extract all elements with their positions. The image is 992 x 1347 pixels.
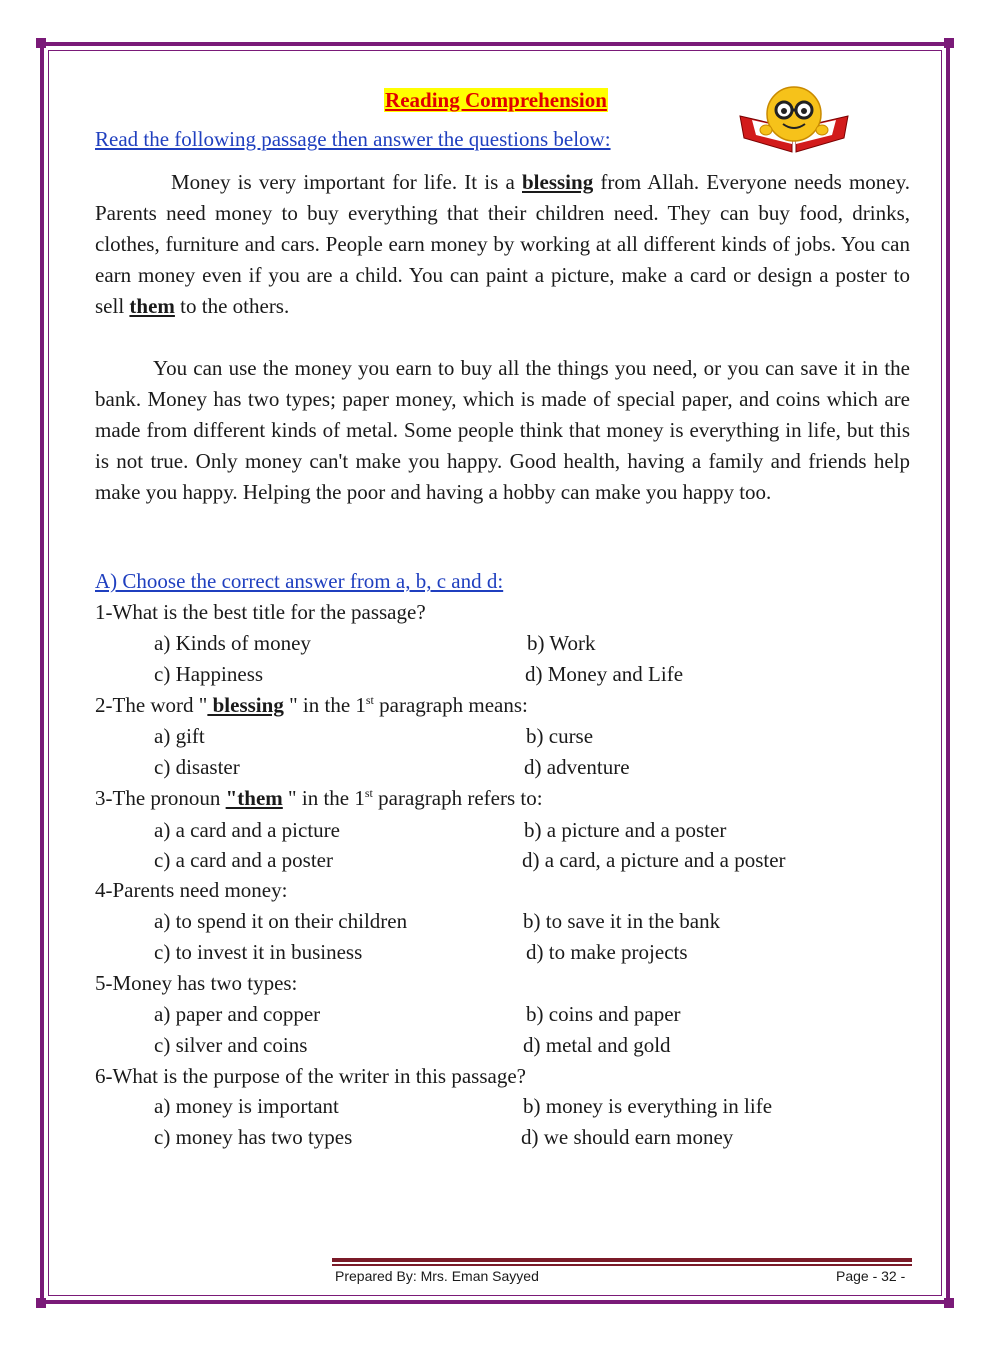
question-1: 1-What is the best title for the passage? bbox=[95, 600, 426, 624]
question-text: " in the 1 bbox=[282, 786, 365, 810]
ordinal-suffix: st bbox=[364, 786, 373, 800]
option-4d[interactable]: d) to make projects bbox=[526, 940, 688, 964]
page-title-text: Reading Comprehension bbox=[385, 88, 607, 112]
keyword-blessing: blessing bbox=[207, 693, 284, 717]
question-text: " in the 1 bbox=[283, 693, 366, 717]
option-3c[interactable]: c) a card and a poster bbox=[154, 848, 333, 872]
option-3b[interactable]: b) a picture and a poster bbox=[524, 818, 727, 842]
option-4b[interactable]: b) to save it in the bank bbox=[523, 909, 721, 933]
option-2b[interactable]: b) curse bbox=[526, 724, 594, 748]
option-3a[interactable]: a) a card and a picture bbox=[154, 818, 340, 842]
footer-divider bbox=[332, 1258, 912, 1262]
option-5c[interactable]: c) silver and coins bbox=[154, 1033, 308, 1057]
option-5a[interactable]: a) paper and copper bbox=[154, 1002, 321, 1026]
footer-page-number: Page - 32 - bbox=[836, 1268, 906, 1284]
border-corner bbox=[944, 1298, 954, 1308]
question-text: paragraph refers to: bbox=[372, 786, 543, 810]
option-1c[interactable]: c) Happiness bbox=[154, 662, 264, 686]
question-text: paragraph means: bbox=[373, 693, 528, 717]
question-5: 5-Money has two types: bbox=[95, 971, 298, 995]
passage-text: to the others. bbox=[174, 294, 290, 318]
footer-divider bbox=[332, 1264, 912, 1266]
option-6d[interactable]: d) we should earn money bbox=[521, 1125, 734, 1149]
instruction-text: Read the following passage then answer the questions below: bbox=[95, 127, 611, 151]
border-corner bbox=[36, 1298, 46, 1308]
option-2a[interactable]: a) gift bbox=[154, 724, 205, 748]
option-1a[interactable]: a) Kinds of money bbox=[154, 631, 311, 655]
passage-text: Money is very important for life. It is a bbox=[171, 170, 522, 194]
option-6b[interactable]: b) money is everything in life bbox=[523, 1094, 773, 1118]
question-text: 2-The word " bbox=[95, 693, 208, 717]
question-4: 4-Parents need money: bbox=[95, 878, 288, 902]
passage-paragraph-1 bbox=[95, 167, 910, 322]
section-a-heading: A) Choose the correct answer from a, b, c and d: bbox=[95, 569, 504, 593]
question-2 bbox=[95, 693, 528, 718]
passage-paragraph-2: You can use the money you earn to buy all the things you need, or you can save it in the bank. Money has two types; paper money, which is made of special paper, and coins which are made from different kinds of metal. Some people think that money is everything in life, but this is not true. Only money can't make you happy. Good health, having a family and friends help make you happy. Helping the poor and having a hobby can make you happy too. bbox=[95, 356, 910, 504]
border-corner bbox=[36, 38, 46, 48]
footer-prepared-by: Prepared By: Mrs. Eman Sayyed bbox=[335, 1268, 539, 1284]
option-5d[interactable]: d) metal and gold bbox=[523, 1033, 671, 1057]
option-3d[interactable]: d) a card, a picture and a poster bbox=[522, 848, 786, 872]
option-1d[interactable]: d) Money and Life bbox=[525, 662, 684, 686]
question-text: 3-The pronoun bbox=[95, 786, 226, 810]
smiley-reading-book-icon bbox=[736, 86, 854, 156]
keyword-them: them bbox=[129, 294, 175, 318]
ordinal-suffix: st bbox=[365, 693, 374, 707]
option-1b[interactable]: b) Work bbox=[527, 631, 596, 655]
option-2d[interactable]: d) adventure bbox=[524, 755, 630, 779]
option-4a[interactable]: a) to spend it on their children bbox=[154, 909, 408, 933]
border-corner bbox=[944, 38, 954, 48]
question-3 bbox=[95, 786, 543, 811]
passage-text: from Allah. Everyone needs money. Parents need money to buy everything that their children need. They can buy food, drinks, clothes, furniture and cars. People earn money by working at all different kinds of jobs. You can earn money even if you are a child. You can paint a picture, make a card or design a poster to sell bbox=[95, 170, 911, 318]
option-6a[interactable]: a) money is important bbox=[154, 1094, 339, 1118]
option-4c[interactable]: c) to invest it in business bbox=[154, 940, 363, 964]
keyword-blessing: blessing bbox=[522, 170, 594, 194]
option-2c[interactable]: c) disaster bbox=[154, 755, 240, 779]
option-6c[interactable]: c) money has two types bbox=[154, 1125, 353, 1149]
keyword-them: "them bbox=[225, 786, 283, 810]
question-6: 6-What is the purpose of the writer in this passage? bbox=[95, 1064, 526, 1088]
option-5b[interactable]: b) coins and paper bbox=[526, 1002, 681, 1026]
